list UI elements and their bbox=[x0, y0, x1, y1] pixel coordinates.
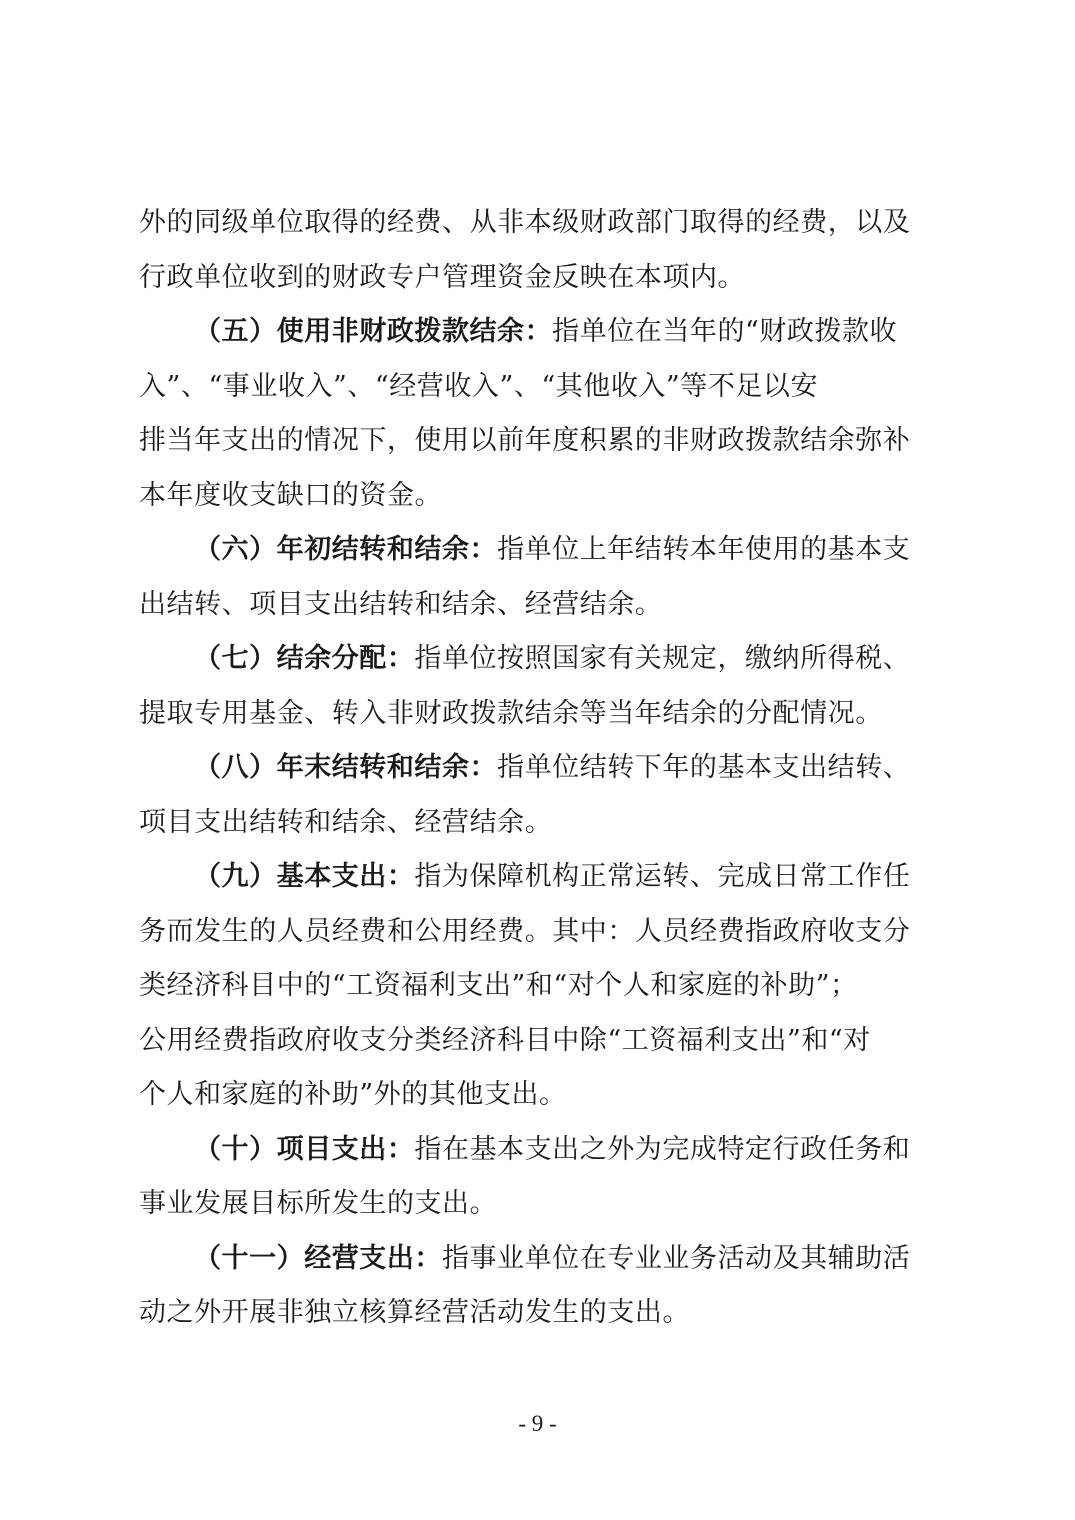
text-line: 外的同级单位取得的经费、从非本级财政部门取得的经费，以及 bbox=[139, 207, 911, 238]
paragraph-first-line bbox=[139, 305, 939, 360]
text-line: 事业发展目标所发生的支出。 bbox=[139, 1188, 498, 1219]
text-line: 务而发生的人员经费和公用经费。其中：人员经费指政府收支分 bbox=[139, 915, 911, 947]
term-heading: （五）使用非财政拨款结余： bbox=[194, 316, 553, 347]
paragraph-first-line bbox=[139, 741, 939, 796]
definition-text: 指事业单位在专业业务活动及其辅助活 bbox=[441, 1242, 911, 1274]
definition-text: 指在基本支出之外为完成特定行政任务和 bbox=[414, 1133, 911, 1165]
text-line: 项目支出结转和结余、经营结余。 bbox=[139, 806, 553, 838]
text-line: 行政单位收到的财政专户管理资金反映在本项内。 bbox=[139, 261, 746, 293]
definition-text: 指单位结转下年的基本支出结转、 bbox=[497, 752, 911, 783]
text-line: 动之外开展非独立核算经营活动发生的支出。 bbox=[139, 1297, 690, 1328]
definition-text: 指单位上年结转本年使用的基本支 bbox=[497, 534, 911, 565]
term-heading: （八）年末结转和结余： bbox=[194, 752, 498, 783]
paragraph-first-line bbox=[139, 523, 939, 578]
definition-text: 指单位在当年的“财政拨款收 bbox=[552, 316, 898, 347]
text-line: 提取专用基金、转入非财政拨款结余等当年结余的分配情况。 bbox=[139, 697, 883, 729]
term-heading: （九）基本支出： bbox=[194, 861, 415, 892]
definition-text: 指单位按照国家有关规定，缴纳所得税、 bbox=[414, 643, 911, 674]
text-line: 类经济科目中的“工资福利支出”和“对个人和家庭的补助”； bbox=[139, 970, 858, 1001]
definition-text: 指为保障机构正常运转、完成日常工作任 bbox=[414, 861, 911, 892]
term-heading: （十）项目支出： bbox=[194, 1133, 415, 1165]
paragraph-first-line bbox=[139, 1123, 939, 1178]
text-line: 公用经费指政府收支分类经济科目中除“工资福利支出”和“对 bbox=[139, 1024, 871, 1056]
text-line: 本年度收支缺口的资金。 bbox=[139, 479, 443, 511]
term-heading: （七）结余分配： bbox=[194, 643, 415, 674]
page-number: - 9 - bbox=[518, 1411, 557, 1436]
text-line: 出结转、项目支出结转和结余、经营结余。 bbox=[139, 588, 663, 620]
paragraph-first-line bbox=[139, 632, 939, 687]
term-heading: （十一）经营支出： bbox=[194, 1242, 442, 1274]
text-line: 排当年支出的情况下，使用以前年度积累的非财政拨款结余弥补 bbox=[139, 425, 911, 456]
term-heading: （六）年初结转和结余： bbox=[194, 534, 498, 565]
text-line: 个人和家庭的补助”外的其他支出。 bbox=[139, 1079, 567, 1110]
paragraph-first-line bbox=[139, 1232, 939, 1287]
document-body bbox=[139, 196, 939, 1341]
paragraph-first-line bbox=[139, 850, 939, 905]
text-line: 入”、“事业收入”、“经营收入”、“其他收入”等不足以安 bbox=[139, 370, 819, 402]
